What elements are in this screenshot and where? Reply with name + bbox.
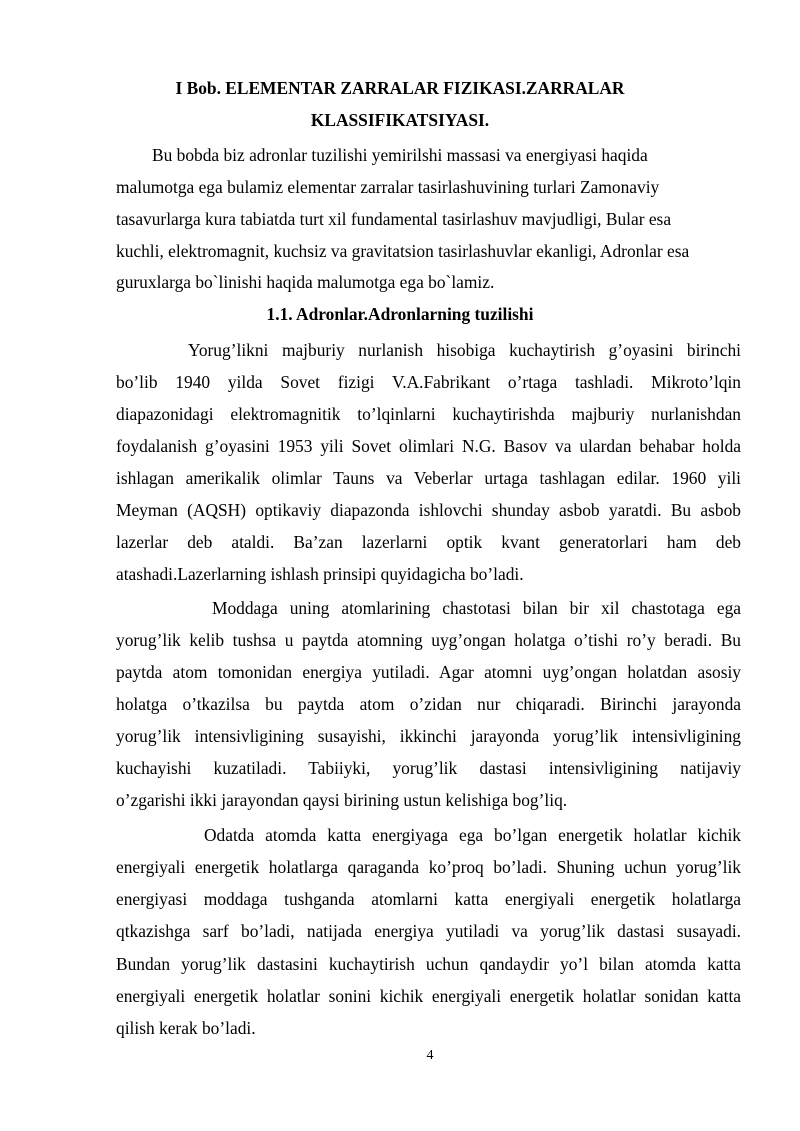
intro-line: guruxlarga bo`linishi haqida malumotga ega bo`lamiz. [116, 272, 495, 292]
section-heading: 1.1. Adronlar.Adronlarning tuzilishi [266, 304, 534, 324]
paragraph-2-line: holatga o’tkazilsa bu paytda atom o’zidan nur chiqaradi. Birinchi jarayonda [116, 694, 741, 714]
intro-line: malumotga ega bulamiz elementar zarralar tasirlashuvining turlari Zamonaviy [116, 177, 660, 197]
paragraph-2-line: paytda atom tomonidan energiya yutiladi. Agar atomni uyg’ongan holatdan asosiy [116, 662, 741, 682]
paragraph-3-line: energiyali energetik holatlarga qaraganda ko’proq bo’ladi. Shuning uchun yorug’lik [116, 857, 741, 877]
paragraph-3-line: energiyasi moddaga tushganda atomlarni katta energiyali energetik holatlarga [116, 889, 741, 909]
paragraph-1-line: bo’lib 1940 yilda Sovet fizigi V.A.Fabrikant o’rtaga tashladi. Mikroto’lqin [116, 372, 741, 392]
chapter-title-line-1: I Bob. ELEMENTAR ZARRALAR FIZIKASI.ZARRALAR [175, 78, 625, 98]
paragraph-3-line: Odatda atomda katta energiyaga ega bo’lgan energetik holatlar kichik [204, 825, 741, 845]
paragraph-3-line: energiyali energetik holatlar sonini kichik energiyali energetik holatlar sonidan katta [116, 986, 741, 1006]
paragraph-1-line: Yorug’likni majburiy nurlanish hisobiga kuchaytirish g’oyasini birinchi [188, 340, 741, 360]
intro-line: tasavurlarga kura tabiatda turt xil fundamental tasirlashuv mavjudligi, Bular esa [116, 209, 672, 229]
paragraph-1-line: Meyman (AQSH) optikaviy diapazonda ishlovchi shunday asbob yaratdi. Bu asbob [116, 500, 741, 520]
paragraph-1-line: foydalanish g’oyasini 1953 yili Sovet olimlari N.G. Basov va ulardan behabar holda [116, 436, 741, 456]
paragraph-1-line: atashadi.Lazerlarning ishlash prinsipi quyidagicha bo’ladi. [116, 564, 524, 584]
paragraph-2-line: kuchayishi kuzatiladi. Tabiiyki, yorug’lik dastasi intensivligining natijaviy [116, 758, 741, 778]
paragraph-2-line: yorug’lik kelib tushsa u paytda atomning uyg’ongan holatga o’tishi ro’y beradi. Bu [116, 630, 741, 650]
paragraph-2-line: o’zgarishi ikki jarayondan qaysi birining ustun kelishiga bog’liq. [116, 790, 568, 810]
paragraph-3-line: qtkazishga sarf bo’ladi, natijada energiya yutiladi va yorug’lik dastasi susayadi. [116, 921, 741, 941]
page-number: 4 [426, 1048, 434, 1063]
intro-line: kuchli, elektromagnit, kuchsiz va gravitatsion tasirlashuvlar ekanligi, Adronlar esa [116, 241, 690, 261]
paragraph-1-line: lazerlar deb ataldi. Ba’zan lazerlarni optik kvant generatorlari ham deb [116, 532, 741, 552]
paragraph-2-line: Moddaga uning atomlarining chastotasi bilan bir xil chastotaga ega [212, 598, 741, 618]
paragraph-1-line: ishlagan amerikalik olimlar Tauns va Veberlar urtaga tashlagan edilar. 1960 yili [116, 468, 741, 488]
chapter-title-line-2: KLASSIFIKATSIYASI. [310, 110, 490, 130]
intro-line: Bu bobda biz adronlar tuzilishi yemirilshi massasi va energiyasi haqida [152, 145, 648, 165]
paragraph-3-line: Bundan yorug’lik dastasini kuchaytirish uchun qandaydir yo’l bilan atomda katta [116, 954, 741, 974]
paragraph-3-line: qilish kerak bo’ladi. [116, 1018, 256, 1038]
paragraph-1-line: diapazonidagi elektromagnitik to’lqinlarni kuchaytirishda majburiy nurlanishdan [116, 404, 741, 424]
paragraph-2-line: yorug’lik intensivligining susayishi, ikkinchi jarayonda yorug’lik intensivligining [116, 726, 741, 746]
